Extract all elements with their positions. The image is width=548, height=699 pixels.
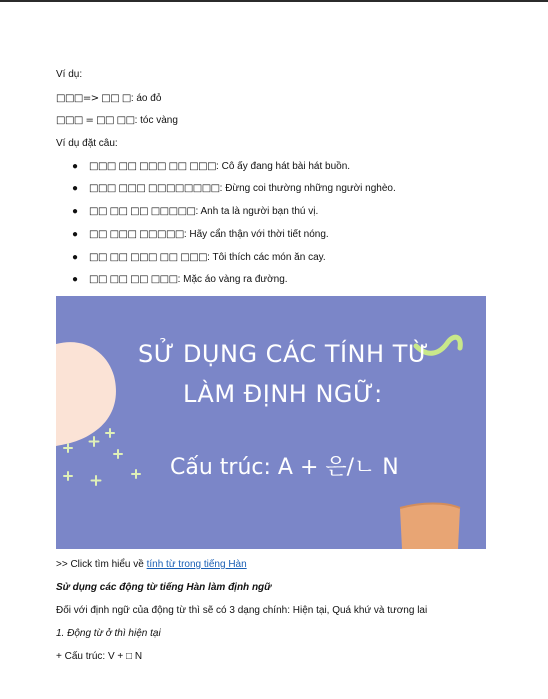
banner-formula: Cấu trúc: A + 은/ㄴ N: [170, 455, 399, 480]
intro-paragraph: Đối với định ngữ của động từ thì sẽ có 3 dạng chính: Hiện tại, Quá khứ và tương lai: [56, 605, 428, 616]
section-heading: Sử dụng các động từ tiếng Hàn làm định ngữ: [56, 582, 272, 593]
korean-text: □□□ □□□ □□□□□□□□: [89, 183, 220, 194]
vietnamese-text: : Hãy cẩn thận với thời tiết nóng.: [183, 229, 329, 240]
bullet-icon: ●: [72, 274, 79, 285]
korean-text: □□□=> □□ □: [56, 93, 131, 104]
vietnamese-text: : Mặc áo vàng ra đường.: [177, 274, 288, 285]
bullet-icon: ●: [72, 229, 79, 240]
banner-title-line1: SỬ DỤNG CÁC TÍNH TỪ: [138, 340, 429, 368]
korean-text: □□ □□□ □□□□□: [89, 229, 184, 240]
sub-heading: 1. Động từ ở thì hiện tại: [56, 628, 161, 639]
example-row: [56, 115, 178, 127]
sentence-label: Ví dụ đặt câu:: [56, 138, 118, 149]
banner-image: [56, 296, 486, 549]
bullet-icon: ●: [72, 252, 79, 263]
page-top-border: [0, 0, 548, 2]
vietnamese-text: : Đừng coi thường những người nghèo.: [219, 183, 396, 194]
cup-shape: [400, 504, 460, 550]
bullet-icon: ●: [72, 183, 79, 194]
banner-decor: [56, 296, 486, 549]
bullet-icon: ●: [72, 206, 79, 217]
peach-blob-shape: [56, 342, 116, 446]
bullet-icon: ●: [72, 161, 79, 172]
vietnamese-text: : Tôi thích các món ăn cay.: [207, 252, 326, 263]
vietnamese-text: : áo đỏ: [130, 93, 162, 104]
example-row: [56, 93, 161, 105]
adjective-link[interactable]: tính từ trong tiếng Hàn: [146, 559, 247, 570]
korean-text: □□ □□ □□ □□□: [89, 274, 178, 285]
korean-text: □□ □□ □□□ □□ □□□: [89, 252, 208, 263]
structure-line: + Cấu trúc: V + □ N: [56, 651, 143, 662]
vietnamese-text: : Anh ta là người bạn thú vị.: [195, 206, 319, 217]
example-label: Ví dụ:: [56, 69, 83, 80]
korean-text: □□ □□ □□ □□□□□: [89, 206, 196, 217]
vietnamese-text: : Cô ấy đang hát bài hát buồn.: [216, 161, 351, 172]
click-line: [56, 559, 247, 571]
korean-text: □□□ = □□ □□: [56, 115, 135, 126]
korean-text: □□□ □□ □□□ □□ □□□: [89, 161, 217, 172]
banner-title-line2: LÀM ĐỊNH NGỮ:: [183, 380, 383, 408]
click-prefix: >> Click tìm hiểu về: [56, 559, 147, 570]
vietnamese-text: : tóc vàng: [134, 115, 178, 126]
